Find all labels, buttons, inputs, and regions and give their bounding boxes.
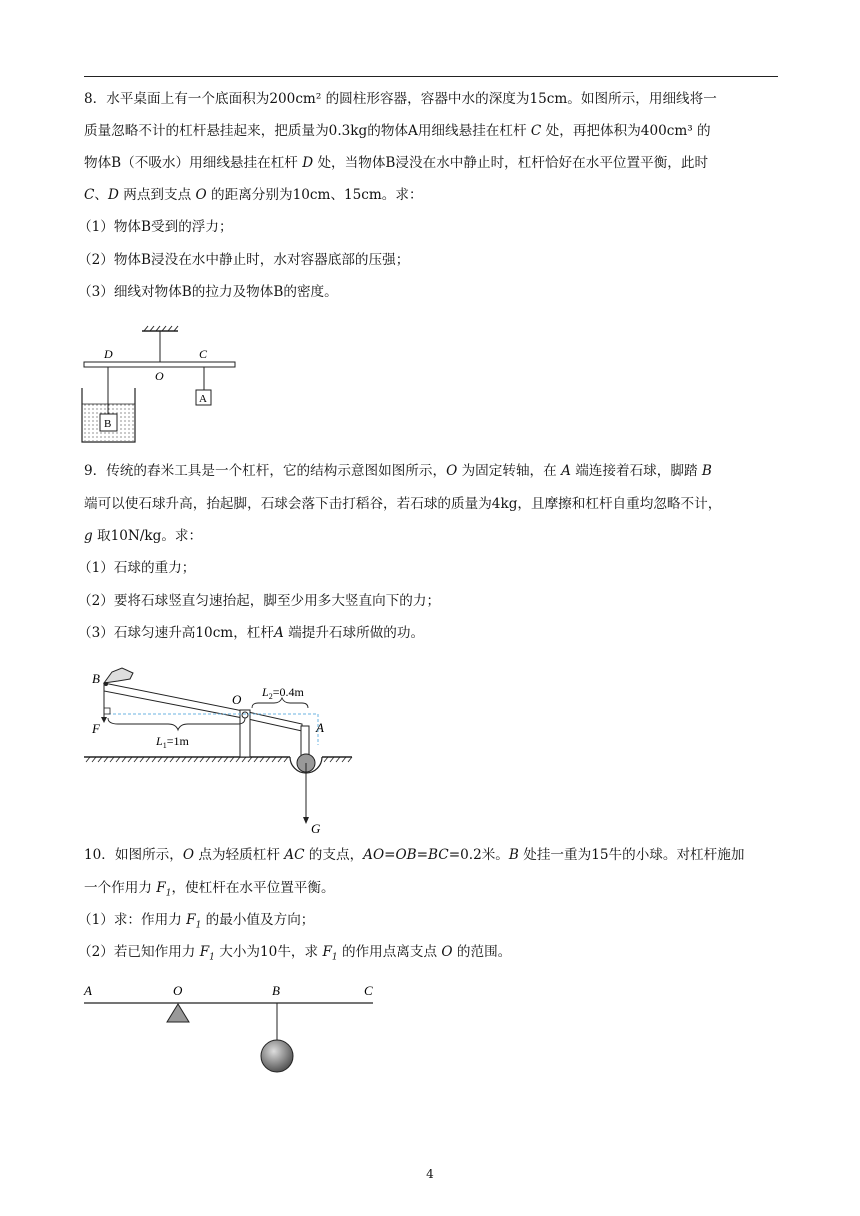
- label-A: A: [84, 983, 92, 998]
- q8-sub-1: （1）物体B受到的浮力；: [78, 219, 233, 235]
- label-C: C: [199, 347, 208, 361]
- label-F: F: [92, 721, 100, 736]
- q10-line-1: 10．如图所示，O 点为轻质杠杆 AC 的支点，AO=OB=BC=0.2米。B 处挂一重为15牛的小球。对杠杆施加: [84, 847, 745, 863]
- q9-sub-1: （1）石球的重力；: [78, 560, 196, 576]
- label-O: O: [173, 983, 183, 998]
- q10-sub-1: （1）求：作用力 $F_1$ 的最小值及方向；: [78, 912, 315, 931]
- q9-line-1: 9．传统的舂米工具是一个杠杆，它的结构示意图如图所示，O 为固定转轴，在 A 端连接着石球，脚踏 B: [84, 463, 712, 479]
- label-C: C: [364, 983, 373, 998]
- label-L1: $L_1=1m$: [156, 734, 189, 750]
- q9-line-3: g 取10N/kg。求：: [84, 528, 203, 544]
- label-B: B: [92, 671, 100, 686]
- label-B: B: [272, 983, 280, 998]
- q9-sub-3: （3）石球匀速升高10cm，杠杆A 端提升石球所做的功。: [78, 625, 425, 641]
- label-B: B: [104, 418, 112, 430]
- q8-line-2: 质量忽略不计的杠杆悬挂起来，把质量为0.3kg的物体A用细线悬挂在杠杆 C 处，再把体积为400cm³ 的: [84, 123, 711, 139]
- q9-sub-2: （2）要将石球竖直匀速抬起，脚至少用多大竖直向下的力；: [78, 593, 441, 609]
- q8-line-4: C、D 两点到支点 O 的距离分别为10cm、15cm。求：: [84, 187, 423, 203]
- page-number: 4: [426, 1167, 434, 1181]
- q8-sub-2: （2）物体B浸没在水中静止时，水对容器底部的压强；: [78, 252, 410, 268]
- fulcrum-triangle: [167, 1004, 189, 1022]
- q10-sub-2: （2）若已知作用力 $F_1$ 大小为10牛，求 $F_1$ 的作用点离支点 O 的范围。: [78, 944, 512, 963]
- label-L2: $L_2=0.4m$: [262, 685, 304, 701]
- q8-line-1: 8．水平桌面上有一个底面积为200cm² 的圆柱形容器，容器中水的深度为15cm。如图所示，用细线将一: [84, 91, 717, 107]
- label-D: D: [104, 347, 113, 361]
- label-O: O: [232, 692, 242, 707]
- label-A: A: [199, 393, 207, 405]
- q8-sub-3: （3）细线对物体B的拉力及物体B的密度。: [78, 284, 338, 300]
- q9-line-2: 端可以使石球升高，抬起脚，石球会落下击打稻谷，若石球的质量为4kg，且摩擦和杠杆自重均忽略不计，: [84, 496, 722, 512]
- q8-line-3: 物体B（不吸水）用细线悬挂在杠杆 D 处，当物体B浸没在水中静止时，杠杆恰好在水平位置平衡，此时: [84, 155, 709, 171]
- label-A: A: [316, 720, 324, 735]
- hanging-ball: [261, 1040, 293, 1072]
- label-G: G: [311, 821, 321, 836]
- q10-line-2: 一个作用力 $F_1$，使杠杆在水平位置平衡。: [84, 880, 335, 899]
- label-O: O: [155, 369, 164, 383]
